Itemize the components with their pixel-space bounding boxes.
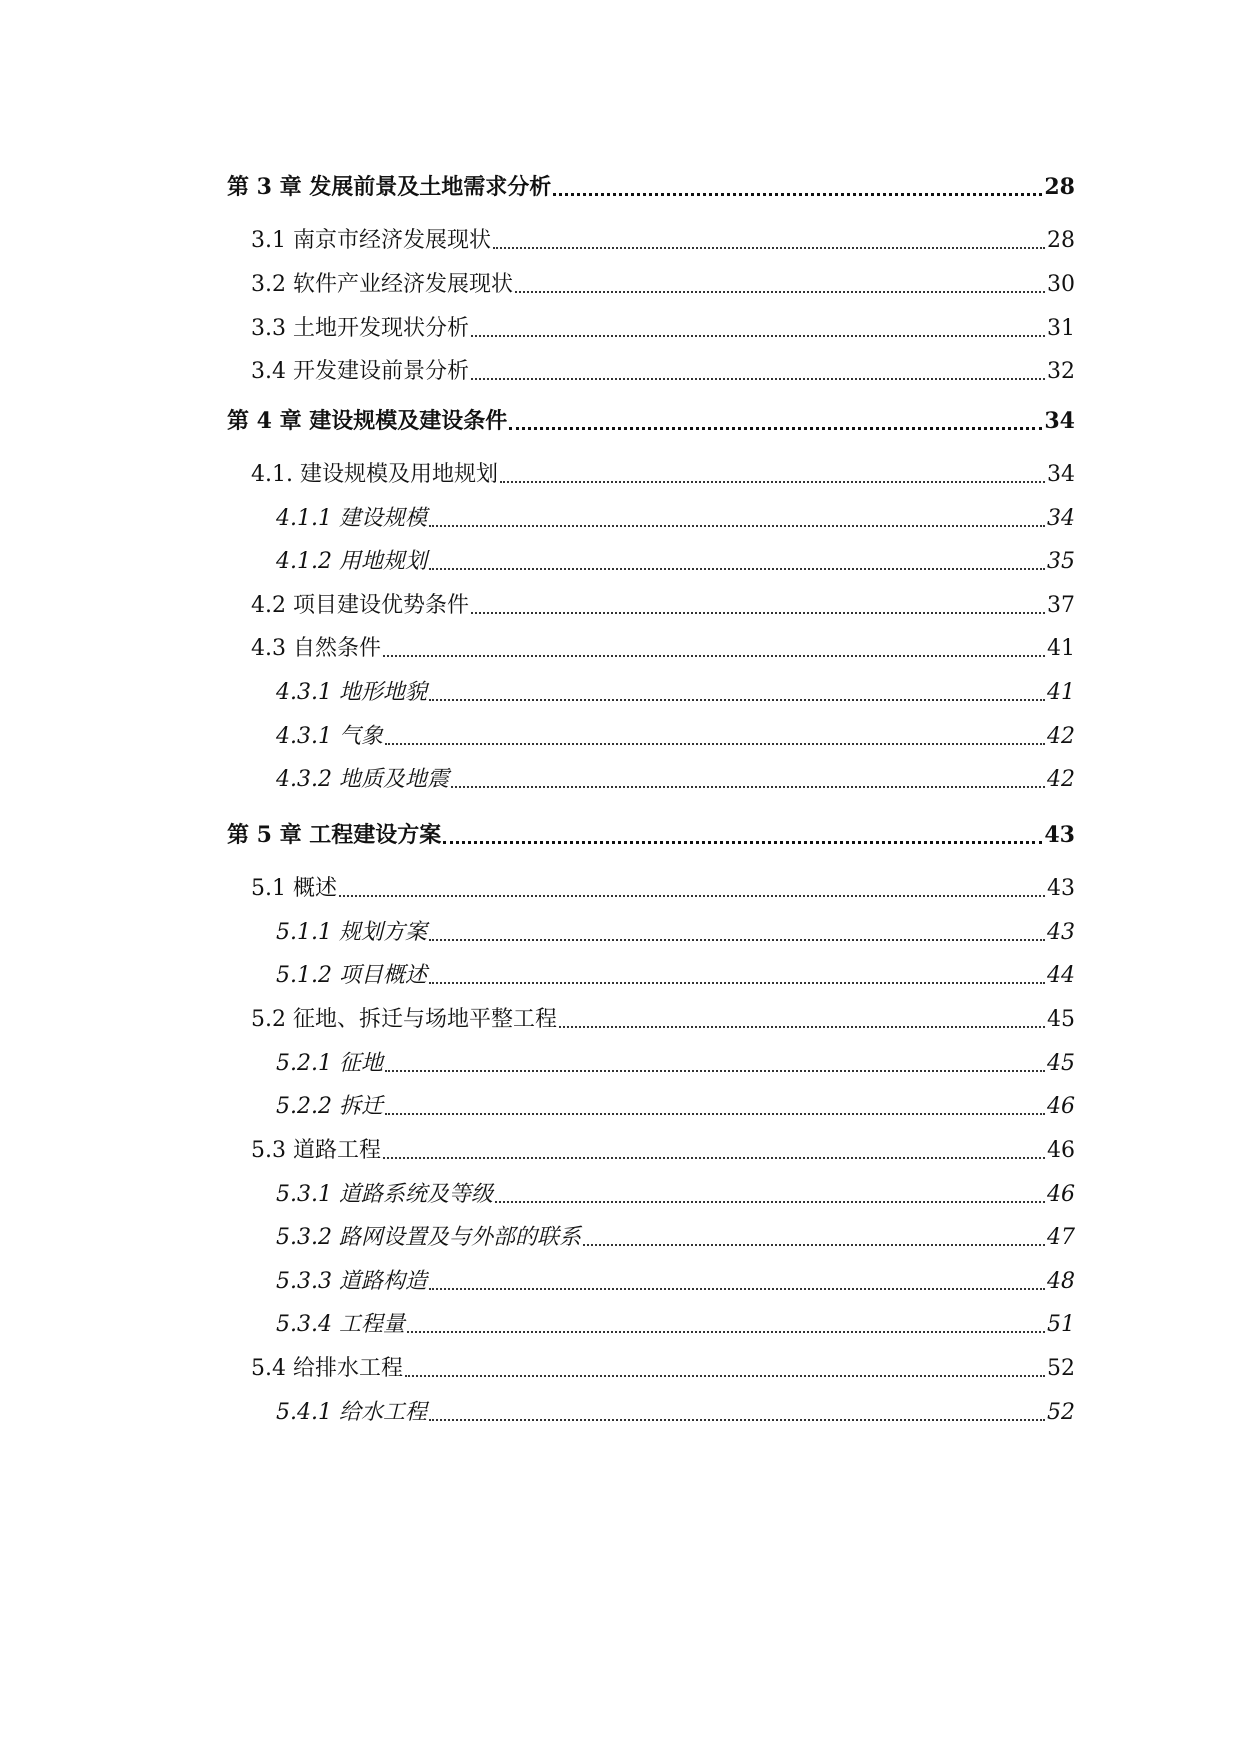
toc-entry-title: 4.3 自然条件 xyxy=(251,636,381,661)
toc-section-entry[interactable] xyxy=(227,222,1075,256)
toc-page-number: 52 xyxy=(1047,1400,1075,1425)
toc-page-number: 34 xyxy=(1047,506,1075,531)
toc-page-number: 51 xyxy=(1047,1312,1075,1337)
toc-dot-leader xyxy=(339,874,1045,904)
toc-section-entry[interactable] xyxy=(227,266,1075,300)
toc-entry-title: 4.3.1 地形地貌 xyxy=(276,680,427,705)
toc-subsection-entry[interactable] xyxy=(227,1176,1075,1210)
toc-dot-leader xyxy=(583,1223,1045,1253)
toc-entry-title: 5.3.1 道路系统及等级 xyxy=(276,1182,493,1207)
toc-entry-title: 3.4 开发建设前景分析 xyxy=(251,359,469,384)
toc-subsection-entry[interactable] xyxy=(227,957,1075,991)
toc-dot-leader xyxy=(429,918,1045,948)
toc-dot-leader xyxy=(429,1398,1045,1428)
toc-dot-leader xyxy=(405,1354,1045,1384)
toc-dot-leader xyxy=(385,1092,1045,1122)
toc-page-number: 42 xyxy=(1047,724,1075,749)
toc-page-number: 46 xyxy=(1047,1182,1075,1207)
toc-section-entry[interactable] xyxy=(227,310,1075,344)
toc-entry-title: 4.1.2 用地规划 xyxy=(276,549,427,574)
toc-dot-leader xyxy=(383,634,1045,664)
toc-dot-leader xyxy=(385,722,1045,752)
toc-dot-leader xyxy=(407,1310,1045,1340)
toc-subsection-entry[interactable] xyxy=(227,1219,1075,1253)
toc-page-number: 41 xyxy=(1047,680,1075,705)
toc-entry-title: 5.3.4 工程量 xyxy=(276,1312,405,1337)
toc-page-number: 34 xyxy=(1044,408,1075,434)
toc-page-number: 45 xyxy=(1047,1051,1075,1076)
toc-page-number: 43 xyxy=(1044,822,1075,848)
toc-section-entry[interactable] xyxy=(227,353,1075,387)
toc-subsection-entry[interactable] xyxy=(227,761,1075,795)
toc-dot-leader xyxy=(471,357,1045,387)
toc-dot-leader xyxy=(385,1049,1045,1079)
toc-chapter-entry[interactable] xyxy=(227,816,1075,850)
toc-page-number: 52 xyxy=(1047,1356,1075,1381)
toc-section-entry[interactable] xyxy=(227,456,1075,490)
toc-section-entry[interactable] xyxy=(227,1001,1075,1035)
toc-page-number: 30 xyxy=(1047,272,1075,297)
toc-entry-title: 5.3.2 路网设置及与外部的联系 xyxy=(276,1225,581,1250)
toc-page-number: 43 xyxy=(1047,876,1075,901)
toc-dot-leader xyxy=(429,678,1045,708)
toc-entry-title: 4.1.1 建设规模 xyxy=(276,506,427,531)
toc-dot-leader xyxy=(429,504,1045,534)
toc-page-number: 42 xyxy=(1047,767,1075,792)
toc-page-number: 34 xyxy=(1047,462,1075,487)
toc-page-number: 28 xyxy=(1044,174,1075,200)
toc-dot-leader xyxy=(553,172,1042,202)
toc-dot-leader xyxy=(429,1267,1045,1297)
toc-entry-title: 第 4 章 建设规模及建设条件 xyxy=(227,408,508,434)
toc-page-number: 48 xyxy=(1047,1269,1075,1294)
toc-entry-title: 5.1.1 规划方案 xyxy=(276,920,427,945)
toc-entry-title: 5.1.2 项目概述 xyxy=(276,963,427,988)
toc-entry-title: 5.1 概述 xyxy=(251,876,337,901)
toc-page-number: 31 xyxy=(1047,316,1075,341)
toc-page-number: 37 xyxy=(1047,593,1075,618)
toc-chapter-entry[interactable] xyxy=(227,168,1075,202)
toc-subsection-entry[interactable] xyxy=(227,1306,1075,1340)
toc-page-number: 32 xyxy=(1047,359,1075,384)
toc-section-entry[interactable] xyxy=(227,1132,1075,1166)
toc-subsection-entry[interactable] xyxy=(227,1394,1075,1428)
toc-subsection-entry[interactable] xyxy=(227,914,1075,948)
toc-entry-title: 5.2 征地、拆迁与场地平整工程 xyxy=(251,1007,557,1032)
toc-dot-leader xyxy=(493,226,1045,256)
toc-subsection-entry[interactable] xyxy=(227,500,1075,534)
toc-subsection-entry[interactable] xyxy=(227,1045,1075,1079)
toc-dot-leader xyxy=(495,1180,1045,1210)
toc-subsection-entry[interactable] xyxy=(227,718,1075,752)
toc-dot-leader xyxy=(429,547,1045,577)
toc-entry-title: 5.4 给排水工程 xyxy=(251,1356,403,1381)
toc-subsection-entry[interactable] xyxy=(227,1263,1075,1297)
toc-subsection-entry[interactable] xyxy=(227,1088,1075,1122)
toc-dot-leader xyxy=(559,1005,1045,1035)
toc-page-number: 45 xyxy=(1047,1007,1075,1032)
toc-entry-title: 第 5 章 工程建设方案 xyxy=(227,822,442,848)
toc-entry-title: 5.2.2 拆迁 xyxy=(276,1094,383,1119)
toc-entry-title: 4.1. 建设规模及用地规划 xyxy=(251,462,498,487)
toc-entry-title: 3.2 软件产业经济发展现状 xyxy=(251,272,513,297)
toc-dot-leader xyxy=(451,765,1045,795)
toc-entry-title: 5.3 道路工程 xyxy=(251,1138,381,1163)
toc-dot-leader xyxy=(500,460,1045,490)
toc-subsection-entry[interactable] xyxy=(227,674,1075,708)
toc-entry-title: 3.3 土地开发现状分析 xyxy=(251,316,469,341)
toc-entry-title: 5.4.1 给水工程 xyxy=(276,1400,427,1425)
toc-subsection-entry[interactable] xyxy=(227,543,1075,577)
toc-section-entry[interactable] xyxy=(227,1350,1075,1384)
toc-page-number: 43 xyxy=(1047,920,1075,945)
toc-dot-leader xyxy=(429,961,1045,991)
toc-section-entry[interactable] xyxy=(227,870,1075,904)
toc-dot-leader xyxy=(471,591,1045,621)
toc-dot-leader xyxy=(509,406,1042,436)
toc-entry-title: 5.3.3 道路构造 xyxy=(276,1269,427,1294)
toc-entry-title: 4.3.1 气象 xyxy=(276,724,383,749)
toc-chapter-entry[interactable] xyxy=(227,402,1075,436)
toc-entry-title: 第 3 章 发展前景及土地需求分析 xyxy=(227,174,552,200)
toc-entry-title: 4.2 项目建设优势条件 xyxy=(251,593,469,618)
toc-dot-leader xyxy=(515,270,1045,300)
toc-section-entry[interactable] xyxy=(227,630,1075,664)
toc-section-entry[interactable] xyxy=(227,587,1075,621)
toc-page-number: 44 xyxy=(1047,963,1075,988)
toc-page-number: 46 xyxy=(1047,1094,1075,1119)
toc-page-number: 35 xyxy=(1047,549,1075,574)
toc-page-number: 46 xyxy=(1047,1138,1075,1163)
toc-dot-leader xyxy=(383,1136,1045,1166)
toc-entry-title: 4.3.2 地质及地震 xyxy=(276,767,449,792)
toc-page-number: 41 xyxy=(1047,636,1075,661)
toc-entry-title: 5.2.1 征地 xyxy=(276,1051,383,1076)
toc-dot-leader xyxy=(443,820,1042,850)
toc-page-number: 47 xyxy=(1047,1225,1075,1250)
toc-dot-leader xyxy=(471,314,1045,344)
toc-entry-title: 3.1 南京市经济发展现状 xyxy=(251,228,491,253)
toc-page-number: 28 xyxy=(1047,228,1075,253)
